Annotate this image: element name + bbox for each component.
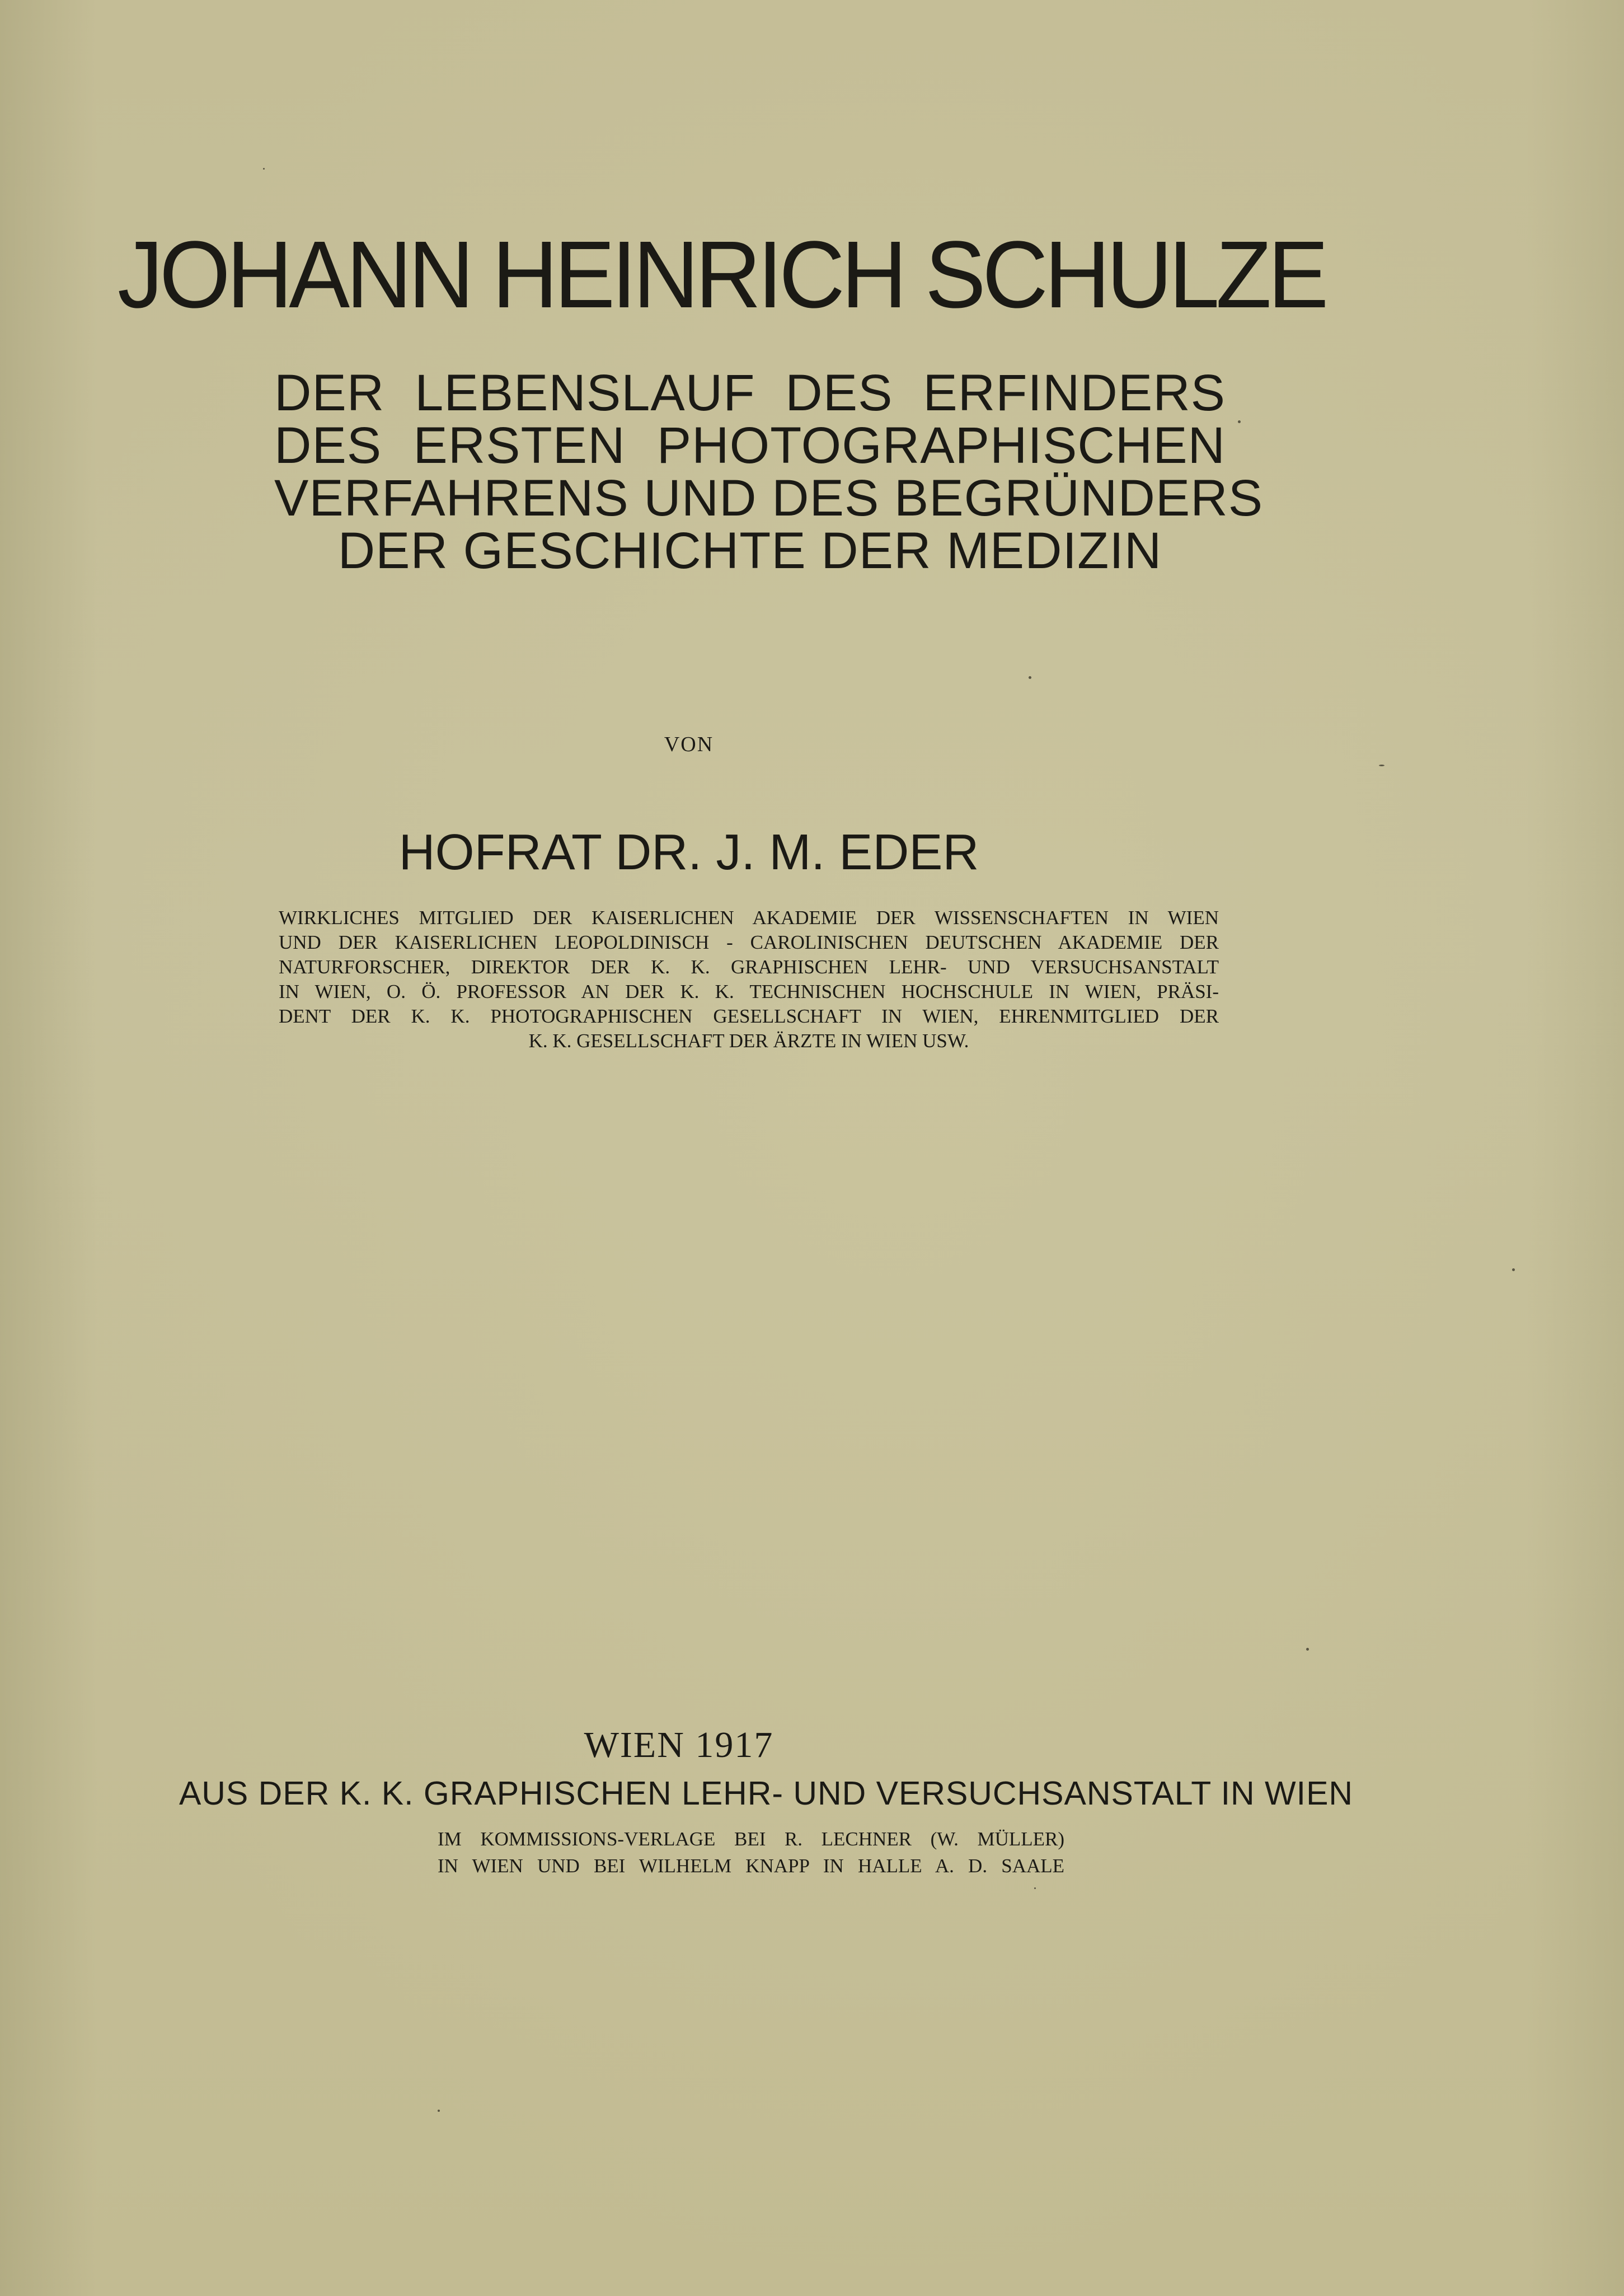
paper-speck — [1029, 676, 1031, 679]
subtitle-line: VERFAHRENS UND DES BEGRÜNDERS — [274, 470, 1264, 527]
credentials-line: UND DER KAISERLICHEN LEOPOLDINISCH - CAROLINISCHEN DEUTSCHEN AKADEMIE DER — [279, 931, 1219, 953]
paper-speck — [438, 2110, 440, 2112]
paper-speck — [1379, 765, 1384, 766]
paper-speck — [263, 168, 265, 170]
paper-speck — [1034, 1887, 1036, 1889]
imprint-block — [438, 1826, 1064, 1880]
credentials-line: NATURFORSCHER, DIREKTOR DER K. K. GRAPHISCHEN LEHR- UND VERSUCHSANSTALT — [279, 956, 1219, 978]
subtitle-line: DES ERSTEN PHOTOGRAPHISCHEN — [274, 417, 1226, 474]
paper-speck — [1238, 420, 1241, 423]
imprint-line: IM KOMMISSIONS-VERLAGE BEI R. LECHNER (W. MÜLLER) — [438, 1828, 1064, 1850]
paper-speck — [1306, 1648, 1309, 1651]
credentials-line: K. K. GESELLSCHAFT DER ÄRZTE IN WIEN USW. — [528, 1030, 969, 1052]
credentials-line: IN WIEN, O. Ö. PROFESSOR AN DER K. K. TECHNISCHEN HOCHSCHULE IN WIEN, PRÄSI- — [279, 981, 1219, 1002]
place-and-year: WIEN 1917 — [584, 1725, 774, 1765]
subtitle-line: DER GESCHICHTE DER MEDIZIN — [337, 522, 1162, 579]
credentials-line: DENT DER K. K. PHOTOGRAPHISCHEN GESELLSCHAFT IN WIEN, EHRENMITGLIED DER — [279, 1005, 1219, 1027]
subtitle-block — [274, 364, 1264, 579]
paper-speck — [1512, 1268, 1515, 1271]
publisher-line: AUS DER K. K. GRAPHISCHEN LEHR- UND VERSUCHSANSTALT IN WIEN — [179, 1775, 1354, 1812]
book-title: JOHANN HEINRICH SCHULZE — [118, 222, 1325, 328]
author-credentials — [279, 906, 1219, 1053]
subtitle-line: DER LEBENSLAUF DES ERFINDERS — [274, 364, 1226, 421]
credentials-line: WIRKLICHES MITGLIED DER KAISERLICHEN AKADEMIE DER WISSENSCHAFTEN IN WIEN — [279, 907, 1219, 929]
author-name: HOFRAT DR. J. M. EDER — [398, 824, 979, 880]
byline: VON — [664, 733, 714, 756]
imprint-line: IN WIEN UND BEI WILHELM KNAPP IN HALLE A. D. SAALE — [438, 1855, 1064, 1877]
